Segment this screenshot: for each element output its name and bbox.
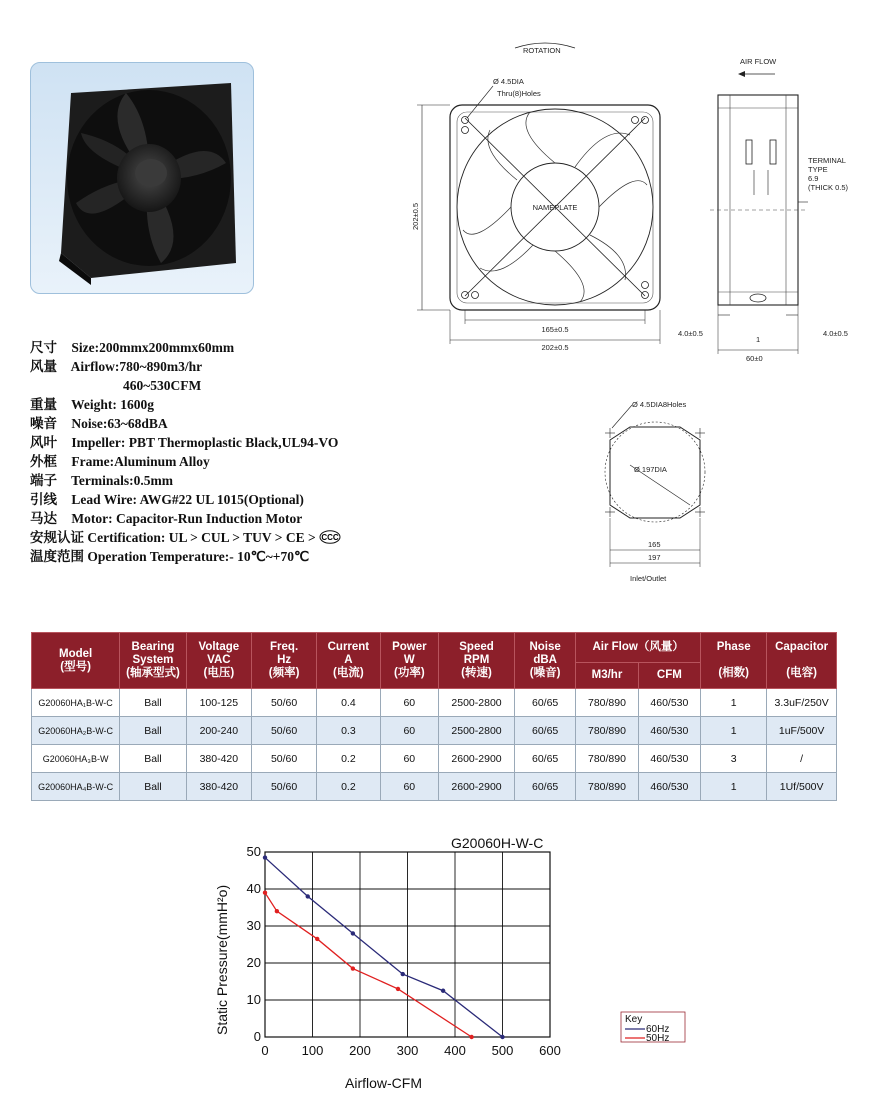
cell-voltage: 100-125 (186, 689, 251, 717)
cell-current: 0.2 (317, 773, 380, 801)
chart-series (263, 855, 505, 1039)
cell-bearing: Ball (120, 689, 186, 717)
cell-capacitor: 3.3uF/250V (767, 689, 837, 717)
pressure-airflow-chart (205, 830, 705, 1095)
th-capacitor: Capacitor (电容) (767, 633, 837, 689)
x-tick-label: 300 (396, 1043, 419, 1058)
cell-voltage: 380-420 (186, 745, 251, 773)
dim-165-label: 165±0.5 (541, 325, 569, 334)
cell-noise: 60/65 (515, 745, 576, 773)
y-tick-label: 10 (246, 992, 261, 1007)
series-point-50Hz (351, 966, 355, 970)
chart-title: G20060H-W-C (451, 835, 544, 851)
cell-phase: 3 (701, 745, 767, 773)
cell-speed: 2500-2800 (439, 689, 515, 717)
th-airflow: Air Flow（风量） (576, 633, 701, 663)
spec-airflow-cfm: 460~530CFM (123, 378, 202, 393)
x-tick-label: 200 (349, 1043, 371, 1058)
cell-noise: 60/65 (515, 773, 576, 801)
spec-size: 尺寸 Size:200mmx200mmx60mm (30, 340, 235, 355)
holes-sub-label: Thru(8)Holes (497, 89, 541, 98)
inlet-holes-label: Ø 4.5DIA8Holes (632, 400, 687, 409)
cell-voltage: 380-420 (186, 773, 251, 801)
legend-title: Key (625, 1014, 643, 1025)
terminal-label-1: TERMINAL (808, 156, 846, 165)
cell-speed: 2500-2800 (439, 717, 515, 745)
cell-noise: 60/65 (515, 689, 576, 717)
spec-airflow: 风量 Airflow:780~890m3/hr (30, 359, 203, 374)
left-dim-label: 4.0±0.5 (678, 329, 703, 338)
inlet-outlet-drawing (590, 395, 740, 590)
th-noise: Noise dBA (噪音) (515, 633, 576, 689)
th-cfm: CFM (638, 663, 700, 689)
inlet-dia-label: Ø 197DIA (634, 465, 667, 474)
series-point-50Hz (275, 909, 279, 913)
cell-current: 0.3 (317, 717, 380, 745)
cell-capacitor: 1Uf/500V (767, 773, 837, 801)
terminal-label-3: 6.9 (808, 174, 819, 183)
rotation-label: ROTATION (523, 46, 561, 55)
series-line-60Hz (265, 858, 503, 1037)
table-row (32, 745, 837, 773)
table-row (32, 689, 837, 717)
cell-power: 60 (380, 689, 438, 717)
cell-cfm: 460/530 (638, 689, 700, 717)
cell-m3hr: 780/890 (576, 717, 638, 745)
product-photo (30, 62, 254, 294)
th-bearing: Bearing System (轴承型式) (120, 633, 186, 689)
cell-cfm: 460/530 (638, 745, 700, 773)
table-row (32, 717, 837, 745)
cell-bearing: Ball (120, 717, 186, 745)
cell-freq: 50/60 (252, 689, 317, 717)
y-tick-label: 40 (246, 881, 261, 896)
series-point-50Hz (396, 987, 400, 991)
cell-phase: 1 (701, 773, 767, 801)
th-voltage: Voltage VAC (电压) (186, 633, 251, 689)
spec-noise: 噪音 Noise:63~68dBA (30, 416, 168, 431)
right-dim-label: 4.0±0.5 (823, 329, 848, 338)
th-model: Model (型号) (32, 633, 120, 689)
th-current: Current A (电流) (317, 633, 380, 689)
spec-list (30, 338, 410, 566)
y-tick-label: 20 (246, 955, 261, 970)
y-tick-label: 0 (253, 1029, 261, 1044)
spec-weight: 重量 Weight: 1600g (30, 397, 155, 412)
cell-voltage: 200-240 (186, 717, 251, 745)
inlet-dim-165-label: 165 (648, 540, 661, 549)
spec-terminals: 端子 Terminals:0.5mm (30, 473, 174, 488)
holes-label: Ø 4.5DIA (493, 77, 524, 86)
cell-model: G20060HA₁B-W-C (32, 689, 120, 717)
y-tick-label: 30 (246, 918, 261, 933)
cell-capacitor: 1uF/500V (767, 717, 837, 745)
legend-label-50hz: 50Hz (646, 1033, 670, 1044)
cell-cfm: 460/530 (638, 717, 700, 745)
depth-dim-label: 60±0 (746, 354, 763, 363)
chart-grid (265, 852, 550, 1037)
cell-model: G20060HA₃B-W (32, 745, 120, 773)
dim-one-label: 1 (756, 335, 761, 344)
svg-text:CCC: CCC (321, 533, 339, 542)
spec-motor: 马达 Motor: Capacitor-Run Induction Motor (30, 511, 303, 526)
spec-lead-wire: 引线 Lead Wire: AWG#22 UL 1015(Optional) (30, 492, 304, 507)
series-point-60Hz (263, 855, 267, 859)
cell-power: 60 (380, 773, 438, 801)
cell-m3hr: 780/890 (576, 773, 638, 801)
airflow-label: AIR FLOW (740, 57, 777, 66)
cell-current: 0.2 (317, 745, 380, 773)
cell-freq: 50/60 (252, 745, 317, 773)
th-m3hr: M3/hr (576, 663, 638, 689)
series-point-60Hz (306, 894, 310, 898)
cell-m3hr: 780/890 (576, 689, 638, 717)
cell-capacitor: / (767, 745, 837, 773)
chart-ticks (247, 844, 561, 1058)
cell-model: G20060HA₄B-W-C (32, 773, 120, 801)
nameplate-label: NAMEPLATE (532, 203, 578, 212)
x-tick-label: 600 (539, 1043, 561, 1058)
terminal-label-4: (THICK 0.5) (808, 183, 849, 192)
cell-model: G20060HA₂B-W-C (32, 717, 120, 745)
cell-power: 60 (380, 717, 438, 745)
series-point-60Hz (401, 972, 405, 976)
series-line-50Hz (265, 893, 472, 1037)
legend-label-60hz: 60Hz (646, 1024, 670, 1035)
series-point-50Hz (469, 1035, 473, 1039)
x-tick-label: 400 (444, 1043, 466, 1058)
terminal-label-2: TYPE (808, 165, 828, 174)
axial-fan-icon (31, 63, 253, 293)
ccc-mark-icon (319, 530, 341, 544)
inlet-dim-197-label: 197 (648, 553, 661, 562)
series-point-50Hz (263, 891, 267, 895)
chart-legend (621, 1012, 685, 1044)
inlet-caption: Inlet/Outlet (630, 574, 667, 583)
cell-freq: 50/60 (252, 717, 317, 745)
cell-phase: 1 (701, 689, 767, 717)
series-point-50Hz (315, 937, 319, 941)
cell-current: 0.4 (317, 689, 380, 717)
chart-xlabel: Airflow-CFM (345, 1075, 422, 1091)
cell-m3hr: 780/890 (576, 745, 638, 773)
x-tick-label: 500 (491, 1043, 514, 1058)
x-tick-label: 0 (261, 1043, 269, 1058)
cell-bearing: Ball (120, 745, 186, 773)
dim-202-label: 202±0.5 (541, 343, 569, 352)
cell-freq: 50/60 (252, 773, 317, 801)
spec-impeller: 风叶 Impeller: PBT Thermoplastic Black,UL94-VO (30, 435, 339, 450)
cell-power: 60 (380, 745, 438, 773)
th-power: Power W (功率) (380, 633, 438, 689)
series-point-60Hz (500, 1035, 504, 1039)
th-speed: Speed RPM (转速) (439, 633, 515, 689)
spec-temperature: 温度范围 Operation Temperature:- 10℃~+70℃ (30, 549, 310, 564)
height-dim-label: 202±0.5 (411, 202, 420, 230)
spec-table (31, 632, 837, 801)
cell-bearing: Ball (120, 773, 186, 801)
front-view-drawing (405, 40, 680, 360)
y-tick-label: 50 (246, 844, 261, 859)
th-freq: Freq. Hz (频率) (252, 633, 317, 689)
spec-frame: 外框 Frame:Aluminum Alloy (30, 454, 210, 469)
series-point-60Hz (351, 931, 355, 935)
side-view-drawing (678, 50, 870, 370)
cell-speed: 2600-2900 (439, 745, 515, 773)
cell-noise: 60/65 (515, 717, 576, 745)
table-row (32, 773, 837, 801)
x-tick-label: 100 (301, 1043, 324, 1058)
series-point-60Hz (441, 989, 445, 993)
cell-cfm: 460/530 (638, 773, 700, 801)
cell-speed: 2600-2900 (439, 773, 515, 801)
th-phase: Phase (相数) (701, 633, 767, 689)
chart-ylabel: Static Pressure(mmH²o) (214, 884, 230, 1035)
spec-certification: 安规认证 Certification: UL > CUL > TUV > CE > CCC (30, 528, 410, 547)
cell-phase: 1 (701, 717, 767, 745)
